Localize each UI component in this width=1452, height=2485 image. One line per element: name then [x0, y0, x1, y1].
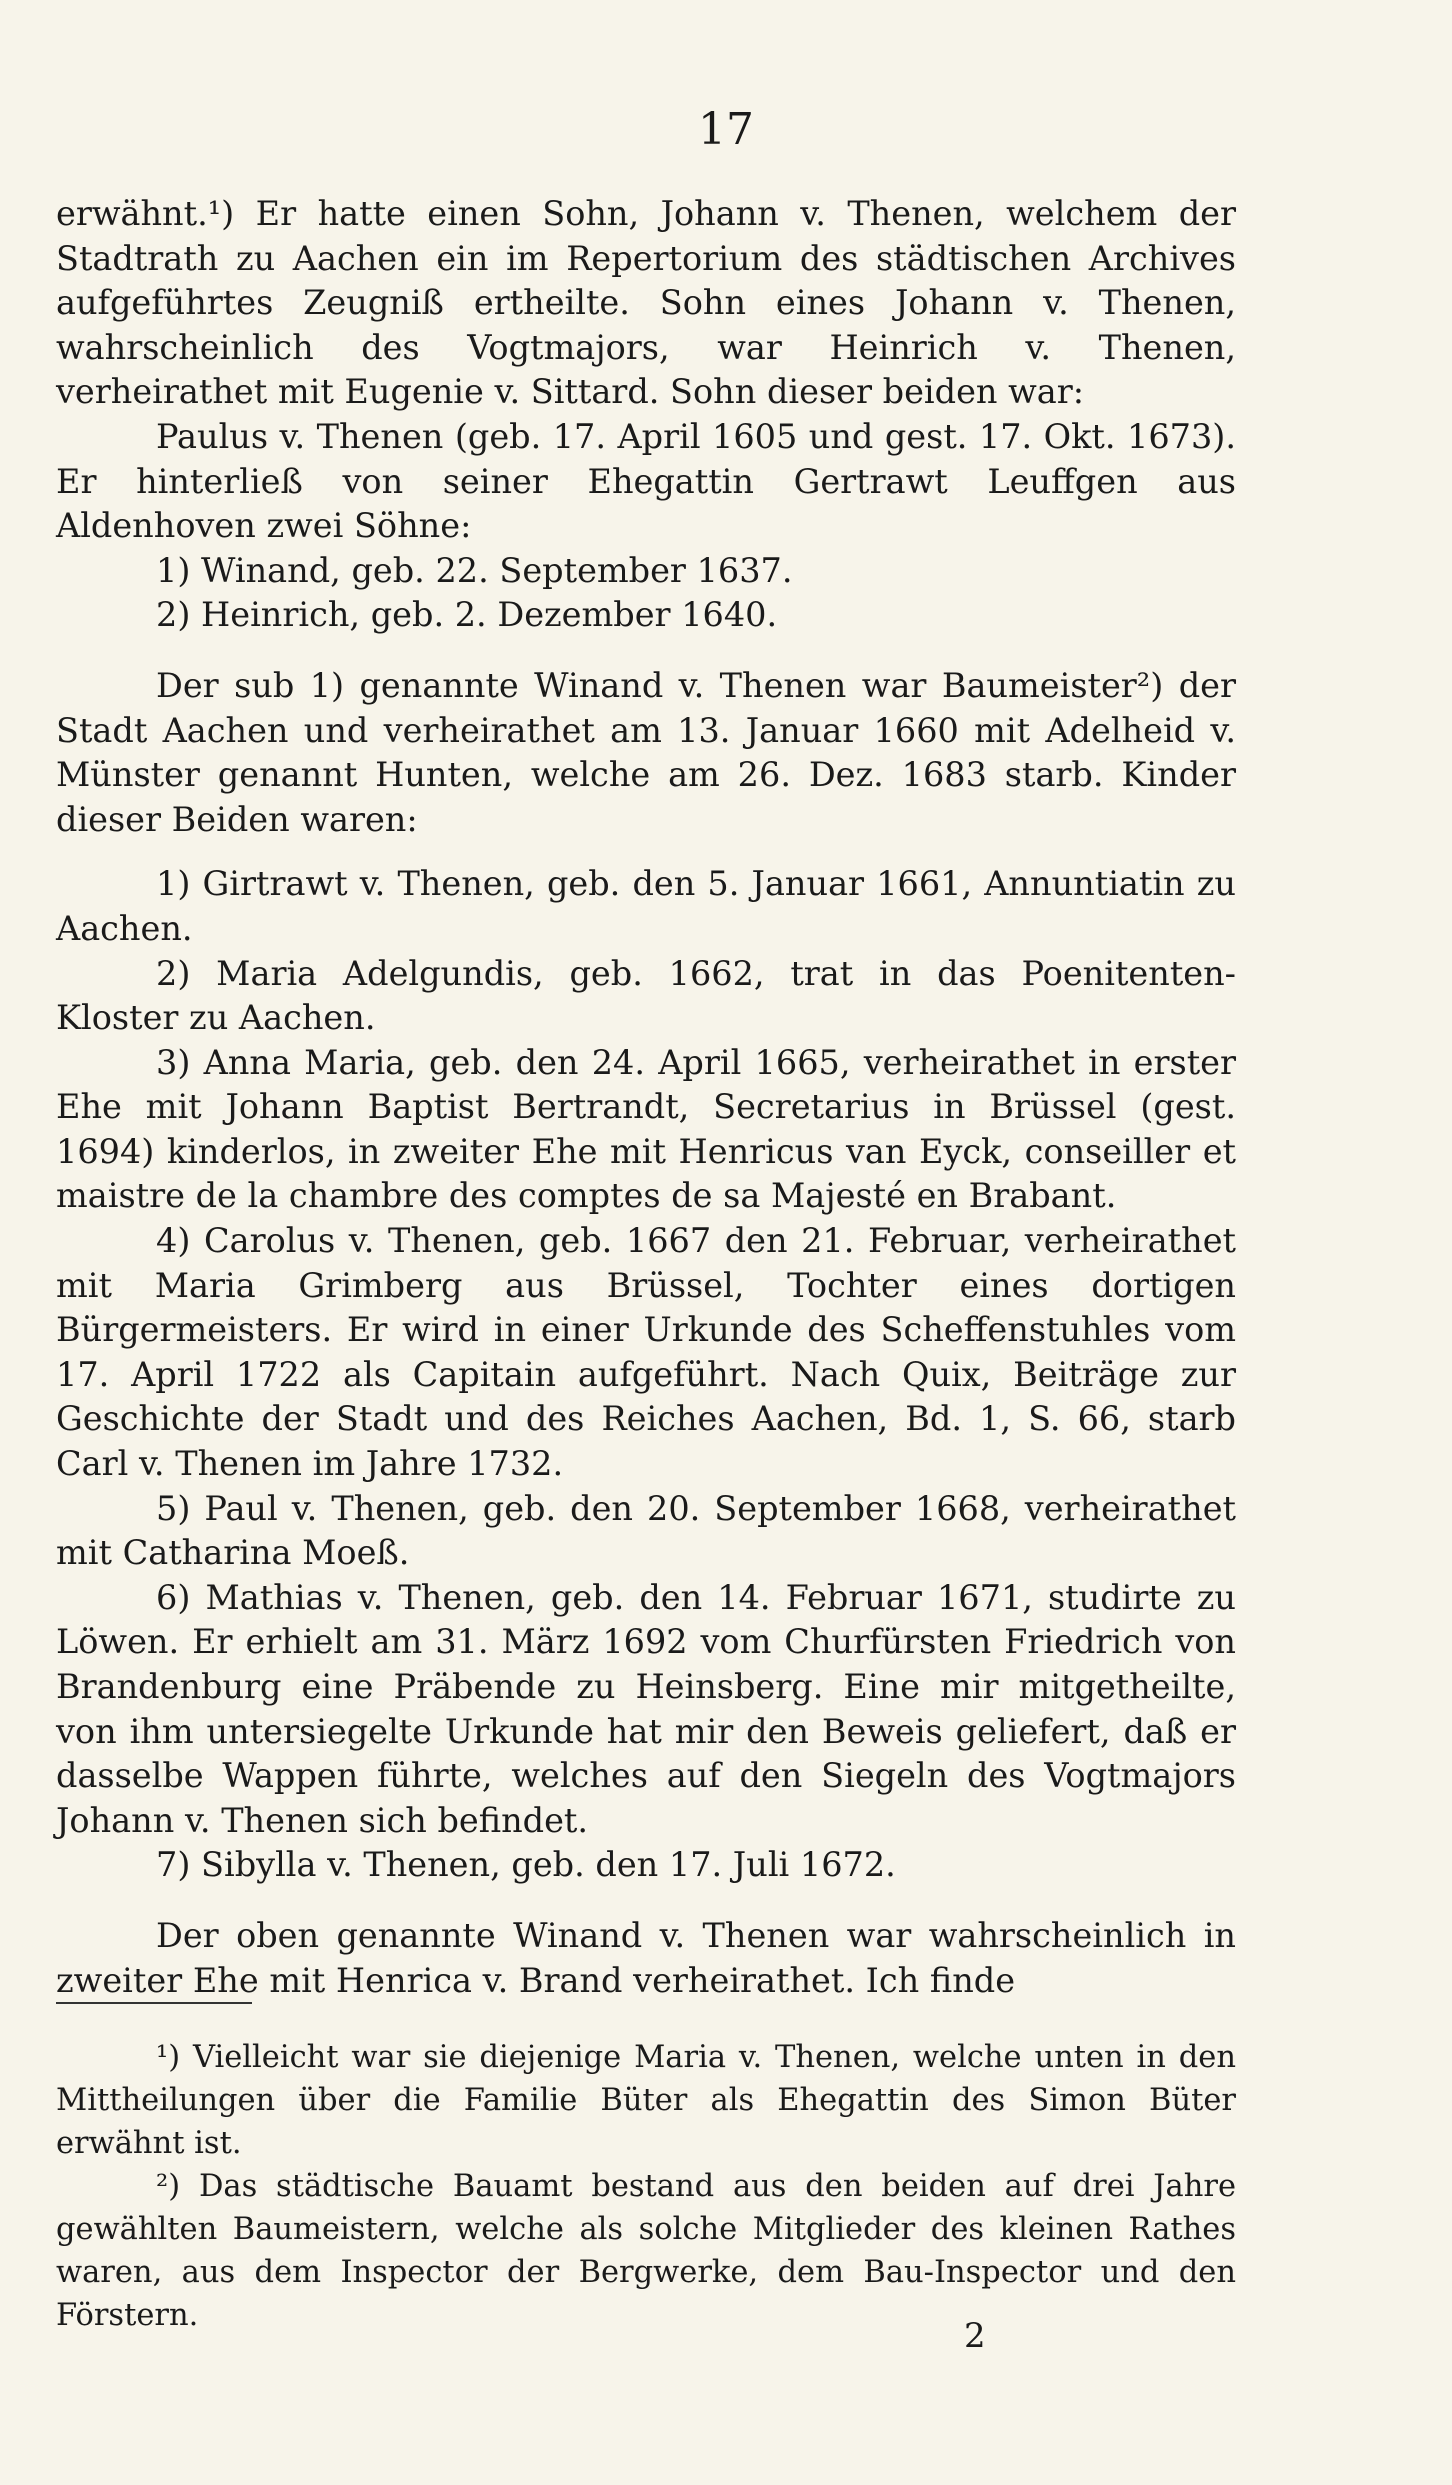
text-paragraph: 3) Anna Maria, geb. den 24. April 1665, verheirathet in erster Ehe mit Johann Baptist Bertrandt, Secretarius in Brüssel (gest. 1694) kinderlos, in zweiter Ehe mit Henricus van Eyck, conseiller et maistre de la chambre des comptes de sa Majesté en Brabant. [56, 1042, 1236, 1216]
text-paragraph: 1) Winand, geb. 22. September 1637. [156, 550, 793, 590]
main-text [56, 192, 1236, 2003]
text-paragraph: 1) Girtrawt v. Thenen, geb. den 5. Januar 1661, Annuntiatin zu Aachen. [56, 864, 1236, 948]
text-paragraph: 5) Paul v. Thenen, geb. den 20. September 1668, verheirathet mit Catharina Moeß. [56, 1488, 1236, 1573]
text-paragraph: 2) Heinrich, geb. 2. Dezember 1640. [156, 595, 778, 635]
text-paragraph: Paulus v. Thenen (geb. 17. April 1605 und gest. 17. Okt. 1673). Er hinterließ von seiner Ehegattin Gertrawt Leuffgen aus Aldenhoven zwei Söhne: [56, 416, 1236, 546]
text-paragraph: 2) Maria Adelgundis, geb. 1662, trat in das Poenitenten-Kloster zu Aachen. [56, 953, 1236, 1038]
footnote-separator [56, 2002, 252, 2004]
text-paragraph: Der sub 1) genannte Winand v. Thenen war Baumeister²) der Stadt Aachen und verheirathet am 13. Januar 1660 mit Adelheid v. Münster genannt Hunten, welche am 26. Dez. 1683 starb. Kinder dieser Beiden waren: [56, 665, 1236, 839]
text-paragraph: Der oben genannte Winand v. Thenen war wahrscheinlich in zweiter Ehe mit Henrica v. Brand verheirathet. Ich finde [56, 1915, 1236, 2000]
footnote: ¹) Vielleicht war sie diejenige Maria v. Thenen, welche unten in den Mittheilungen über die Familie Büter als Ehegattin des Simon Büter erwähnt ist. [56, 2040, 1236, 2161]
printer-signature-mark: 2 [964, 2316, 986, 2356]
page-number: 17 [698, 104, 754, 155]
text-paragraph: 7) Sibylla v. Thenen, geb. den 17. Juli 1672. [156, 1845, 896, 1885]
text-paragraph: erwähnt.¹) Er hatte einen Sohn, Johann v. Thenen, welchem der Stadtrath zu Aachen ein im Repertorium des städtischen Archives aufgeführtes Zeugniß ertheilte. Sohn eines Johann v. Thenen, wahrscheinlich des Vogtmajors, war Heinrich v. Thenen, verheirathet mit Eugenie v. Sittard. Sohn dieser beiden war: [56, 194, 1236, 412]
text-paragraph: 6) Mathias v. Thenen, geb. den 14. Februar 1671, studirte zu Löwen. Er erhielt am 31. März 1692 vom Churfürsten Friedrich von Brandenburg eine Präbende zu Heinsberg. Eine mir mitgetheilte, von ihm untersiegelte Urkunde hat mir den Beweis geliefert, daß er dasselbe Wappen führte, welches auf den Siegeln des Vogtmajors Johann v. Thenen sich befindet. [56, 1577, 1236, 1840]
footnote: ²) Das städtische Bauamt bestand aus den beiden auf drei Jahre gewählten Baumeistern, welche als solche Mitglieder des kleinen Rathes waren, aus dem Inspector der Bergwerke, dem Bau-Inspector und den Förstern. [56, 2169, 1236, 2333]
text-paragraph: 4) Carolus v. Thenen, geb. 1667 den 21. Februar, verheirathet mit Maria Grimberg aus Brüssel, Tochter eines dortigen Bürgermeisters. Er wird in einer Urkunde des Scheffenstuhles vom 17. April 1722 als Capitain aufgeführt. Nach Quix, Beiträge zur Geschichte der Stadt und des Reiches Aachen, Bd. 1, S. 66, starb Carl v. Thenen im Jahre 1732. [56, 1221, 1236, 1484]
footnotes [56, 2036, 1236, 2337]
